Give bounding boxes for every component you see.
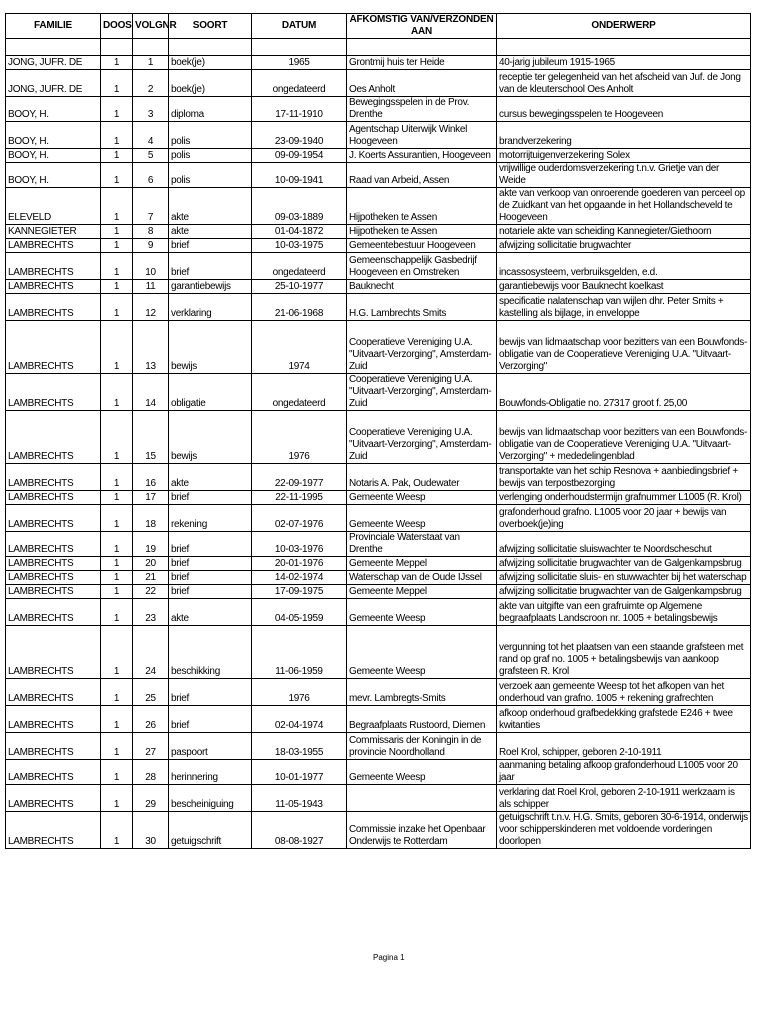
cell-afkomstig: Commissie inzake het Openbaar Onderwijs te Rotterdam bbox=[347, 812, 497, 849]
cell-datum: 10-03-1975 bbox=[252, 239, 347, 253]
cell-onderwerp: aanmaning betaling afkoop grafonderhoud L1005 voor 20 jaar bbox=[497, 760, 751, 785]
cell-afkomstig: Gemeenschappelijk Gasbedrijf Hoogeveen en Omstreken bbox=[347, 253, 497, 280]
cell-doos: 1 bbox=[101, 464, 133, 491]
cell-datum: 02-07-1976 bbox=[252, 505, 347, 532]
table-row bbox=[6, 374, 751, 411]
cell-doos: 1 bbox=[101, 491, 133, 505]
cell-onderwerp: akte van verkoop van onroerende goederen van perceel op de Zuidkant van het opgaande in het Hollandscheveld te Hoogeveen bbox=[497, 188, 751, 225]
cell-volgnr: 22 bbox=[133, 585, 169, 599]
cell-volgnr: 18 bbox=[133, 505, 169, 532]
cell-soort: brief bbox=[169, 571, 252, 585]
cell-soort: brief bbox=[169, 679, 252, 706]
cell-soort: polis bbox=[169, 122, 252, 149]
cell-afkomstig: Grontmij huis ter Heide bbox=[347, 56, 497, 70]
cell-familie: LAMBRECHTS bbox=[6, 239, 101, 253]
cell-familie: LAMBRECHTS bbox=[6, 812, 101, 849]
cell-onderwerp: vrijwillige ouderdomsverzekering t.n.v. Grietje van der Weide bbox=[497, 163, 751, 188]
cell-datum: 14-02-1974 bbox=[252, 571, 347, 585]
cell-onderwerp: specificatie nalatenschap van wijlen dhr. Peter Smits + kastelling als bijlage, in enveloppe bbox=[497, 294, 751, 321]
table-row bbox=[6, 505, 751, 532]
header-datum: DATUM bbox=[252, 14, 347, 39]
table-row bbox=[6, 706, 751, 733]
table-row bbox=[6, 585, 751, 599]
cell-doos: 1 bbox=[101, 97, 133, 122]
cell-onderwerp: 40-jarig jubileum 1915-1965 bbox=[497, 56, 751, 70]
cell-familie: LAMBRECHTS bbox=[6, 760, 101, 785]
cell-volgnr: 2 bbox=[133, 70, 169, 97]
cell-soort: akte bbox=[169, 188, 252, 225]
table-row bbox=[6, 599, 751, 626]
table-row bbox=[6, 733, 751, 760]
cell-datum: 17-09-1975 bbox=[252, 585, 347, 599]
cell-datum: 09-03-1889 bbox=[252, 188, 347, 225]
cell-afkomstig: Gemeente Weesp bbox=[347, 505, 497, 532]
cell-onderwerp: Bouwfonds-Obligatie no. 27317 groot f. 25,00 bbox=[497, 374, 751, 411]
cell-doos: 1 bbox=[101, 585, 133, 599]
cell-familie: BOOY, H. bbox=[6, 97, 101, 122]
cell-volgnr: 25 bbox=[133, 679, 169, 706]
cell-familie: ELEVELD bbox=[6, 188, 101, 225]
cell-volgnr: 24 bbox=[133, 626, 169, 679]
cell-soort: verklaring bbox=[169, 294, 252, 321]
cell-familie: LAMBRECHTS bbox=[6, 294, 101, 321]
cell-onderwerp: afwijzing sollicitatie brugwachter bbox=[497, 239, 751, 253]
cell-afkomstig: Cooperatieve Vereniging U.A. "Uitvaart-Verzorging", Amsterdam-Zuid bbox=[347, 374, 497, 411]
cell-datum: 09-09-1954 bbox=[252, 149, 347, 163]
cell-doos: 1 bbox=[101, 505, 133, 532]
cell-soort: akte bbox=[169, 464, 252, 491]
cell-doos: 1 bbox=[101, 70, 133, 97]
cell-onderwerp: afwijzing sollicitatie brugwachter van de Galgenkampsbrug bbox=[497, 585, 751, 599]
cell-doos: 1 bbox=[101, 374, 133, 411]
cell-familie: LAMBRECHTS bbox=[6, 679, 101, 706]
header-row bbox=[6, 14, 751, 39]
table-row bbox=[6, 557, 751, 571]
cell-volgnr: 7 bbox=[133, 188, 169, 225]
cell-soort: polis bbox=[169, 163, 252, 188]
cell-onderwerp: notariele akte van scheiding Kannegieter/Giethoorn bbox=[497, 225, 751, 239]
cell-onderwerp: afwijzing sollicitatie sluiswachter te Noordscheschut bbox=[497, 532, 751, 557]
cell-volgnr: 9 bbox=[133, 239, 169, 253]
cell-datum: 20-01-1976 bbox=[252, 557, 347, 571]
table-row bbox=[6, 491, 751, 505]
cell-soort: beschikking bbox=[169, 626, 252, 679]
cell-familie: LAMBRECHTS bbox=[6, 280, 101, 294]
cell-datum: 17-11-1910 bbox=[252, 97, 347, 122]
table-row bbox=[6, 70, 751, 97]
cell-onderwerp: bewijs van lidmaatschap voor bezitters van een Bouwfonds-obligatie van de Cooperatieve Vereniging U.A. "Uitvaart-Verzorging" + mededelingenblad bbox=[497, 411, 751, 464]
cell-onderwerp: afkoop onderhoud grafbedekking grafstede E246 + twee kwitanties bbox=[497, 706, 751, 733]
cell-afkomstig: Bauknecht bbox=[347, 280, 497, 294]
cell-datum: 1974 bbox=[252, 321, 347, 374]
cell-doos: 1 bbox=[101, 294, 133, 321]
cell-afkomstig: Commissaris der Koningin in de provincie Noordholland bbox=[347, 733, 497, 760]
cell-familie: LAMBRECHTS bbox=[6, 411, 101, 464]
cell-soort: boek(je) bbox=[169, 70, 252, 97]
cell-volgnr: 27 bbox=[133, 733, 169, 760]
cell-soort: bewijs bbox=[169, 321, 252, 374]
cell-volgnr: 4 bbox=[133, 122, 169, 149]
cell-doos: 1 bbox=[101, 679, 133, 706]
cell-volgnr: 5 bbox=[133, 149, 169, 163]
cell-familie: BOOY, H. bbox=[6, 149, 101, 163]
cell-datum: 10-01-1977 bbox=[252, 760, 347, 785]
cell-onderwerp: vergunning tot het plaatsen van een staande grafsteen met rand op graf no. 1005 + betalingsbewijs van aankoop grafsteen R. Krol bbox=[497, 626, 751, 679]
header-afkomstig: AFKOMSTIG VAN/VERZONDEN AAN bbox=[347, 14, 497, 39]
cell-familie: LAMBRECHTS bbox=[6, 532, 101, 557]
cell-volgnr: 17 bbox=[133, 491, 169, 505]
cell-onderwerp: grafonderhoud grafno. L1005 voor 20 jaar + bewijs van overboek(je)ing bbox=[497, 505, 751, 532]
table-row bbox=[6, 760, 751, 785]
cell-familie: LAMBRECHTS bbox=[6, 321, 101, 374]
cell-doos: 1 bbox=[101, 557, 133, 571]
cell-familie: LAMBRECHTS bbox=[6, 464, 101, 491]
cell-onderwerp: verklaring dat Roel Krol, geboren 2-10-1911 werkzaam is als schipper bbox=[497, 785, 751, 812]
cell-afkomstig: H.G. Lambrechts Smits bbox=[347, 294, 497, 321]
cell-datum: 01-04-1872 bbox=[252, 225, 347, 239]
cell-onderwerp: verlenging onderhoudstermijn grafnummer L1005 (R. Krol) bbox=[497, 491, 751, 505]
cell-doos: 1 bbox=[101, 149, 133, 163]
table-row bbox=[6, 812, 751, 849]
cell-datum: ongedateerd bbox=[252, 374, 347, 411]
cell-volgnr: 15 bbox=[133, 411, 169, 464]
cell-onderwerp: transportakte van het schip Resnova + aanbiedingsbrief + bewijs van terpostbezorging bbox=[497, 464, 751, 491]
cell-datum: 1976 bbox=[252, 679, 347, 706]
cell-onderwerp: afwijzing sollicitatie brugwachter van de Galgenkampsbrug bbox=[497, 557, 751, 571]
cell-doos: 1 bbox=[101, 188, 133, 225]
cell-familie: LAMBRECHTS bbox=[6, 733, 101, 760]
cell-volgnr: 16 bbox=[133, 464, 169, 491]
cell-afkomstig: Gemeente Weesp bbox=[347, 491, 497, 505]
cell-familie: BOOY, H. bbox=[6, 163, 101, 188]
table-row bbox=[6, 294, 751, 321]
cell-soort: brief bbox=[169, 532, 252, 557]
cell-afkomstig: Agentschap Uiterwijk Winkel Hoogeveen bbox=[347, 122, 497, 149]
table-row bbox=[6, 411, 751, 464]
cell-afkomstig: Oes Anholt bbox=[347, 70, 497, 97]
header-familie: FAMILIE bbox=[6, 14, 101, 39]
table-row bbox=[6, 679, 751, 706]
cell-onderwerp: receptie ter gelegenheid van het afscheid van Juf. de Jong van de kleuterschool Oes Anholt bbox=[497, 70, 751, 97]
cell-onderwerp: brandverzekering bbox=[497, 122, 751, 149]
table-row bbox=[6, 56, 751, 70]
cell-familie: JONG, JUFR. DE bbox=[6, 56, 101, 70]
blank-row bbox=[6, 39, 751, 56]
cell-afkomstig: Gemeente Weesp bbox=[347, 599, 497, 626]
cell-volgnr: 21 bbox=[133, 571, 169, 585]
cell-afkomstig: Gemeente Weesp bbox=[347, 626, 497, 679]
cell-afkomstig: Cooperatieve Vereniging U.A. "Uitvaart-Verzorging", Amsterdam-Zuid bbox=[347, 411, 497, 464]
table-row bbox=[6, 239, 751, 253]
cell-soort: herinnering bbox=[169, 760, 252, 785]
cell-onderwerp: Roel Krol, schipper, geboren 2-10-1911 bbox=[497, 733, 751, 760]
table-row bbox=[6, 253, 751, 280]
cell-onderwerp: bewijs van lidmaatschap voor bezitters van een Bouwfonds-obligatie van de Cooperatieve Vereniging U.A. "Uitvaart-Verzorging" bbox=[497, 321, 751, 374]
cell-datum: 25-10-1977 bbox=[252, 280, 347, 294]
cell-volgnr: 30 bbox=[133, 812, 169, 849]
cell-onderwerp: getuigschrift t.n.v. H.G. Smits, geboren 30-6-1914, onderwijs voor schipperskinderen met voldoende vorderingen doorlopen bbox=[497, 812, 751, 849]
cell-soort: obligatie bbox=[169, 374, 252, 411]
cell-volgnr: 12 bbox=[133, 294, 169, 321]
cell-doos: 1 bbox=[101, 239, 133, 253]
cell-doos: 1 bbox=[101, 532, 133, 557]
cell-doos: 1 bbox=[101, 733, 133, 760]
cell-datum: 10-09-1941 bbox=[252, 163, 347, 188]
cell-doos: 1 bbox=[101, 321, 133, 374]
cell-datum: 21-06-1968 bbox=[252, 294, 347, 321]
cell-doos: 1 bbox=[101, 571, 133, 585]
table-row bbox=[6, 163, 751, 188]
cell-familie: LAMBRECHTS bbox=[6, 785, 101, 812]
cell-volgnr: 14 bbox=[133, 374, 169, 411]
table-row bbox=[6, 626, 751, 679]
cell-familie: LAMBRECHTS bbox=[6, 706, 101, 733]
cell-soort: brief bbox=[169, 239, 252, 253]
cell-soort: rekening bbox=[169, 505, 252, 532]
cell-datum: 1976 bbox=[252, 411, 347, 464]
cell-soort: bescheiniguing bbox=[169, 785, 252, 812]
cell-afkomstig: Waterschap van de Oude IJssel bbox=[347, 571, 497, 585]
cell-onderwerp: motorrijtuigenverzekering Solex bbox=[497, 149, 751, 163]
cell-onderwerp: afwijzing sollicitatie sluis- en stuwwachter bij het waterschap bbox=[497, 571, 751, 585]
cell-volgnr: 11 bbox=[133, 280, 169, 294]
cell-doos: 1 bbox=[101, 760, 133, 785]
cell-afkomstig: Hijpotheken te Assen bbox=[347, 225, 497, 239]
cell-soort: brief bbox=[169, 557, 252, 571]
cell-volgnr: 8 bbox=[133, 225, 169, 239]
cell-familie: LAMBRECHTS bbox=[6, 253, 101, 280]
cell-datum: ongedateerd bbox=[252, 253, 347, 280]
cell-soort: polis bbox=[169, 149, 252, 163]
table-row bbox=[6, 785, 751, 812]
table-row bbox=[6, 464, 751, 491]
cell-onderwerp: verzoek aan gemeente Weesp tot het afkopen van het onderhoud van grafno. 1005 + rekening grafrechten bbox=[497, 679, 751, 706]
cell-soort: garantiebewijs bbox=[169, 280, 252, 294]
cell-familie: LAMBRECHTS bbox=[6, 571, 101, 585]
cell-soort: bewijs bbox=[169, 411, 252, 464]
cell-volgnr: 20 bbox=[133, 557, 169, 571]
cell-datum: 11-05-1943 bbox=[252, 785, 347, 812]
cell-familie: LAMBRECHTS bbox=[6, 374, 101, 411]
cell-volgnr: 13 bbox=[133, 321, 169, 374]
cell-familie: BOOY, H. bbox=[6, 122, 101, 149]
table-row bbox=[6, 97, 751, 122]
cell-familie: LAMBRECHTS bbox=[6, 491, 101, 505]
inventory-table bbox=[5, 13, 751, 849]
cell-afkomstig: Gemeente Weesp bbox=[347, 760, 497, 785]
cell-datum: 22-09-1977 bbox=[252, 464, 347, 491]
cell-datum: 11-06-1959 bbox=[252, 626, 347, 679]
cell-familie: JONG, JUFR. DE bbox=[6, 70, 101, 97]
cell-afkomstig: Gemeente Meppel bbox=[347, 557, 497, 571]
cell-doos: 1 bbox=[101, 225, 133, 239]
cell-afkomstig: J. Koerts Assurantien, Hoogeveen bbox=[347, 149, 497, 163]
cell-onderwerp: garantiebewijs voor Bauknecht koelkast bbox=[497, 280, 751, 294]
cell-afkomstig: Hijpotheken te Assen bbox=[347, 188, 497, 225]
cell-datum: 18-03-1955 bbox=[252, 733, 347, 760]
cell-soort: brief bbox=[169, 253, 252, 280]
cell-soort: boek(je) bbox=[169, 56, 252, 70]
cell-familie: LAMBRECHTS bbox=[6, 599, 101, 626]
cell-familie: LAMBRECHTS bbox=[6, 626, 101, 679]
cell-soort: paspoort bbox=[169, 733, 252, 760]
cell-onderwerp: cursus bewegingsspelen te Hoogeveen bbox=[497, 97, 751, 122]
cell-afkomstig: Bewegingsspelen in de Prov. Drenthe bbox=[347, 97, 497, 122]
cell-afkomstig bbox=[347, 785, 497, 812]
table-row bbox=[6, 532, 751, 557]
cell-afkomstig: Notaris A. Pak, Oudewater bbox=[347, 464, 497, 491]
cell-datum: ongedateerd bbox=[252, 70, 347, 97]
cell-doos: 1 bbox=[101, 785, 133, 812]
cell-soort: akte bbox=[169, 599, 252, 626]
cell-volgnr: 26 bbox=[133, 706, 169, 733]
cell-datum: 08-08-1927 bbox=[252, 812, 347, 849]
cell-datum: 10-03-1976 bbox=[252, 532, 347, 557]
cell-doos: 1 bbox=[101, 253, 133, 280]
cell-afkomstig: Begraafplaats Rustoord, Diemen bbox=[347, 706, 497, 733]
cell-familie: KANNEGIETER bbox=[6, 225, 101, 239]
cell-onderwerp: incassosysteem, verbruiksgelden, e.d. bbox=[497, 253, 751, 280]
cell-doos: 1 bbox=[101, 56, 133, 70]
cell-onderwerp: akte van uitgifte van een grafruimte op Algemene begraafplaats Landscroon nr. 1005 + betalingsbewijs bbox=[497, 599, 751, 626]
cell-volgnr: 23 bbox=[133, 599, 169, 626]
cell-afkomstig: Gemeentebestuur Hoogeveen bbox=[347, 239, 497, 253]
table-row bbox=[6, 188, 751, 225]
cell-doos: 1 bbox=[101, 706, 133, 733]
cell-familie: LAMBRECHTS bbox=[6, 585, 101, 599]
cell-datum: 23-09-1940 bbox=[252, 122, 347, 149]
header-onderwerp: ONDERWERP bbox=[497, 14, 751, 39]
cell-doos: 1 bbox=[101, 812, 133, 849]
header-doos: DOOS bbox=[101, 14, 133, 39]
page-footer: Pagina 1 bbox=[373, 953, 405, 962]
cell-volgnr: 1 bbox=[133, 56, 169, 70]
cell-familie: LAMBRECHTS bbox=[6, 557, 101, 571]
cell-datum: 04-05-1959 bbox=[252, 599, 347, 626]
cell-afkomstig: mevr. Lambregts-Smits bbox=[347, 679, 497, 706]
table-row bbox=[6, 321, 751, 374]
cell-afkomstig: Cooperatieve Vereniging U.A. "Uitvaart-Verzorging", Amsterdam-Zuid bbox=[347, 321, 497, 374]
table-row bbox=[6, 571, 751, 585]
cell-volgnr: 29 bbox=[133, 785, 169, 812]
table-row bbox=[6, 149, 751, 163]
cell-soort: getuigschrift bbox=[169, 812, 252, 849]
cell-doos: 1 bbox=[101, 626, 133, 679]
cell-soort: brief bbox=[169, 585, 252, 599]
cell-doos: 1 bbox=[101, 280, 133, 294]
cell-afkomstig: Provinciale Waterstaat van Drenthe bbox=[347, 532, 497, 557]
table-row bbox=[6, 122, 751, 149]
cell-volgnr: 3 bbox=[133, 97, 169, 122]
header-volgnr: VOLGNR bbox=[133, 14, 169, 39]
cell-datum: 22-11-1995 bbox=[252, 491, 347, 505]
cell-doos: 1 bbox=[101, 163, 133, 188]
cell-volgnr: 19 bbox=[133, 532, 169, 557]
cell-soort: diploma bbox=[169, 97, 252, 122]
cell-doos: 1 bbox=[101, 411, 133, 464]
cell-datum: 02-04-1974 bbox=[252, 706, 347, 733]
cell-doos: 1 bbox=[101, 122, 133, 149]
cell-afkomstig: Raad van Arbeid, Assen bbox=[347, 163, 497, 188]
cell-familie: LAMBRECHTS bbox=[6, 505, 101, 532]
cell-volgnr: 6 bbox=[133, 163, 169, 188]
cell-afkomstig: Gemeente Meppel bbox=[347, 585, 497, 599]
cell-soort: brief bbox=[169, 491, 252, 505]
cell-soort: akte bbox=[169, 225, 252, 239]
cell-volgnr: 10 bbox=[133, 253, 169, 280]
cell-datum: 1965 bbox=[252, 56, 347, 70]
table-row bbox=[6, 280, 751, 294]
cell-volgnr: 28 bbox=[133, 760, 169, 785]
table-row bbox=[6, 225, 751, 239]
header-soort: SOORT bbox=[169, 14, 252, 39]
cell-soort: brief bbox=[169, 706, 252, 733]
cell-doos: 1 bbox=[101, 599, 133, 626]
